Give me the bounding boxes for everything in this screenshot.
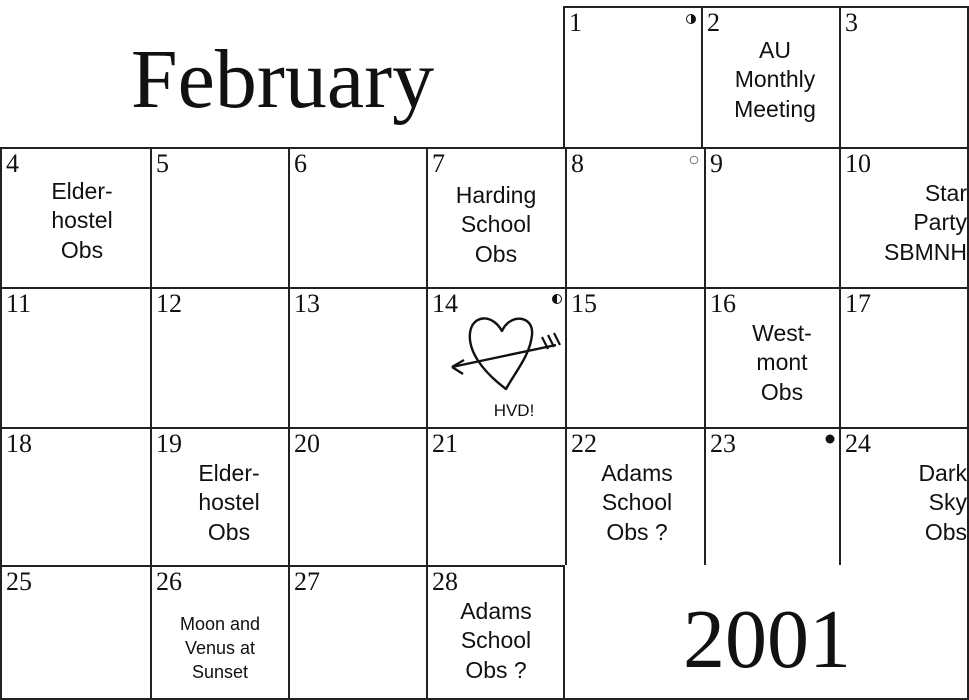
day-number: 2 [707, 8, 720, 37]
day-number: 21 [432, 429, 458, 458]
day-number: 5 [156, 149, 169, 178]
first-quarter-icon [685, 13, 697, 25]
day-cell-23 [704, 427, 839, 565]
day-cell-22 [565, 427, 704, 565]
day-cell-5 [150, 147, 288, 287]
day-number: 4 [6, 149, 19, 178]
event-label: AU Monthly Meeting [734, 37, 816, 122]
event-label: HVD! [493, 401, 535, 420]
day-cell-19 [150, 427, 288, 565]
year-title: 2001 [683, 593, 851, 686]
day-cell-2 [701, 6, 839, 147]
day-number: 12 [156, 289, 182, 318]
day-cell-16 [704, 287, 839, 427]
day-number: 3 [845, 8, 858, 37]
day-number: 15 [571, 289, 597, 318]
day-cell-14 [426, 287, 565, 427]
day-number: 23 [710, 429, 736, 458]
full-moon-icon [689, 155, 699, 165]
day-cell-28 [426, 565, 565, 698]
event-label: Elder- hostel Obs [198, 460, 260, 545]
day-cell-7 [426, 147, 565, 287]
event-label: Moon and Venus at Sunset [179, 614, 261, 682]
day-number: 17 [845, 289, 871, 318]
day-cell-25 [0, 565, 150, 698]
day-cell-8 [565, 147, 704, 287]
event-label: Elder- hostel Obs [51, 178, 113, 263]
day-number: 13 [294, 289, 320, 318]
day-number: 24 [845, 429, 871, 458]
day-number: 28 [432, 567, 458, 596]
day-cell-24 [839, 427, 969, 565]
day-cell-1 [563, 6, 701, 147]
day-cell-18 [0, 427, 150, 565]
day-number: 7 [432, 149, 445, 178]
day-cell-27 [288, 565, 426, 698]
event-label: Adams School Obs ? [460, 598, 532, 683]
day-number: 20 [294, 429, 320, 458]
day-number: 14 [432, 289, 458, 318]
day-number: 25 [6, 567, 32, 596]
day-cell-13 [288, 287, 426, 427]
month-title: February [130, 33, 435, 126]
day-number: 19 [156, 429, 182, 458]
event-label: Dark Sky Obs [918, 460, 967, 545]
day-number: 26 [156, 567, 182, 596]
day-cell-10 [839, 147, 969, 287]
day-number: 22 [571, 429, 597, 458]
day-cell-12 [150, 287, 288, 427]
day-number: 18 [6, 429, 32, 458]
last-quarter-icon [551, 293, 563, 305]
day-number: 16 [710, 289, 736, 318]
day-number: 27 [294, 567, 320, 596]
event-label: Harding School Obs [455, 182, 537, 267]
event-label: Adams School Obs ? [601, 460, 673, 545]
day-cell-6 [288, 147, 426, 287]
day-number: 9 [710, 149, 723, 178]
day-number: 11 [6, 289, 32, 318]
day-cell-4 [0, 147, 150, 287]
day-cell-26 [150, 565, 288, 698]
day-cell-11 [0, 287, 150, 427]
day-number: 10 [845, 149, 871, 178]
day-number: 1 [569, 8, 582, 37]
heart-with-arrow-icon [444, 305, 568, 397]
day-cell-21 [426, 427, 565, 565]
day-number: 6 [294, 149, 307, 178]
day-cell-9 [704, 147, 839, 287]
new-moon-icon [824, 433, 836, 445]
day-cell-20 [288, 427, 426, 565]
day-number: 8 [571, 149, 584, 178]
day-cell-3 [839, 6, 969, 147]
event-label: Star Party SBMNH [883, 180, 967, 265]
day-cell-15 [565, 287, 704, 427]
event-label: West- mont Obs [752, 320, 812, 405]
day-cell-17 [839, 287, 969, 427]
